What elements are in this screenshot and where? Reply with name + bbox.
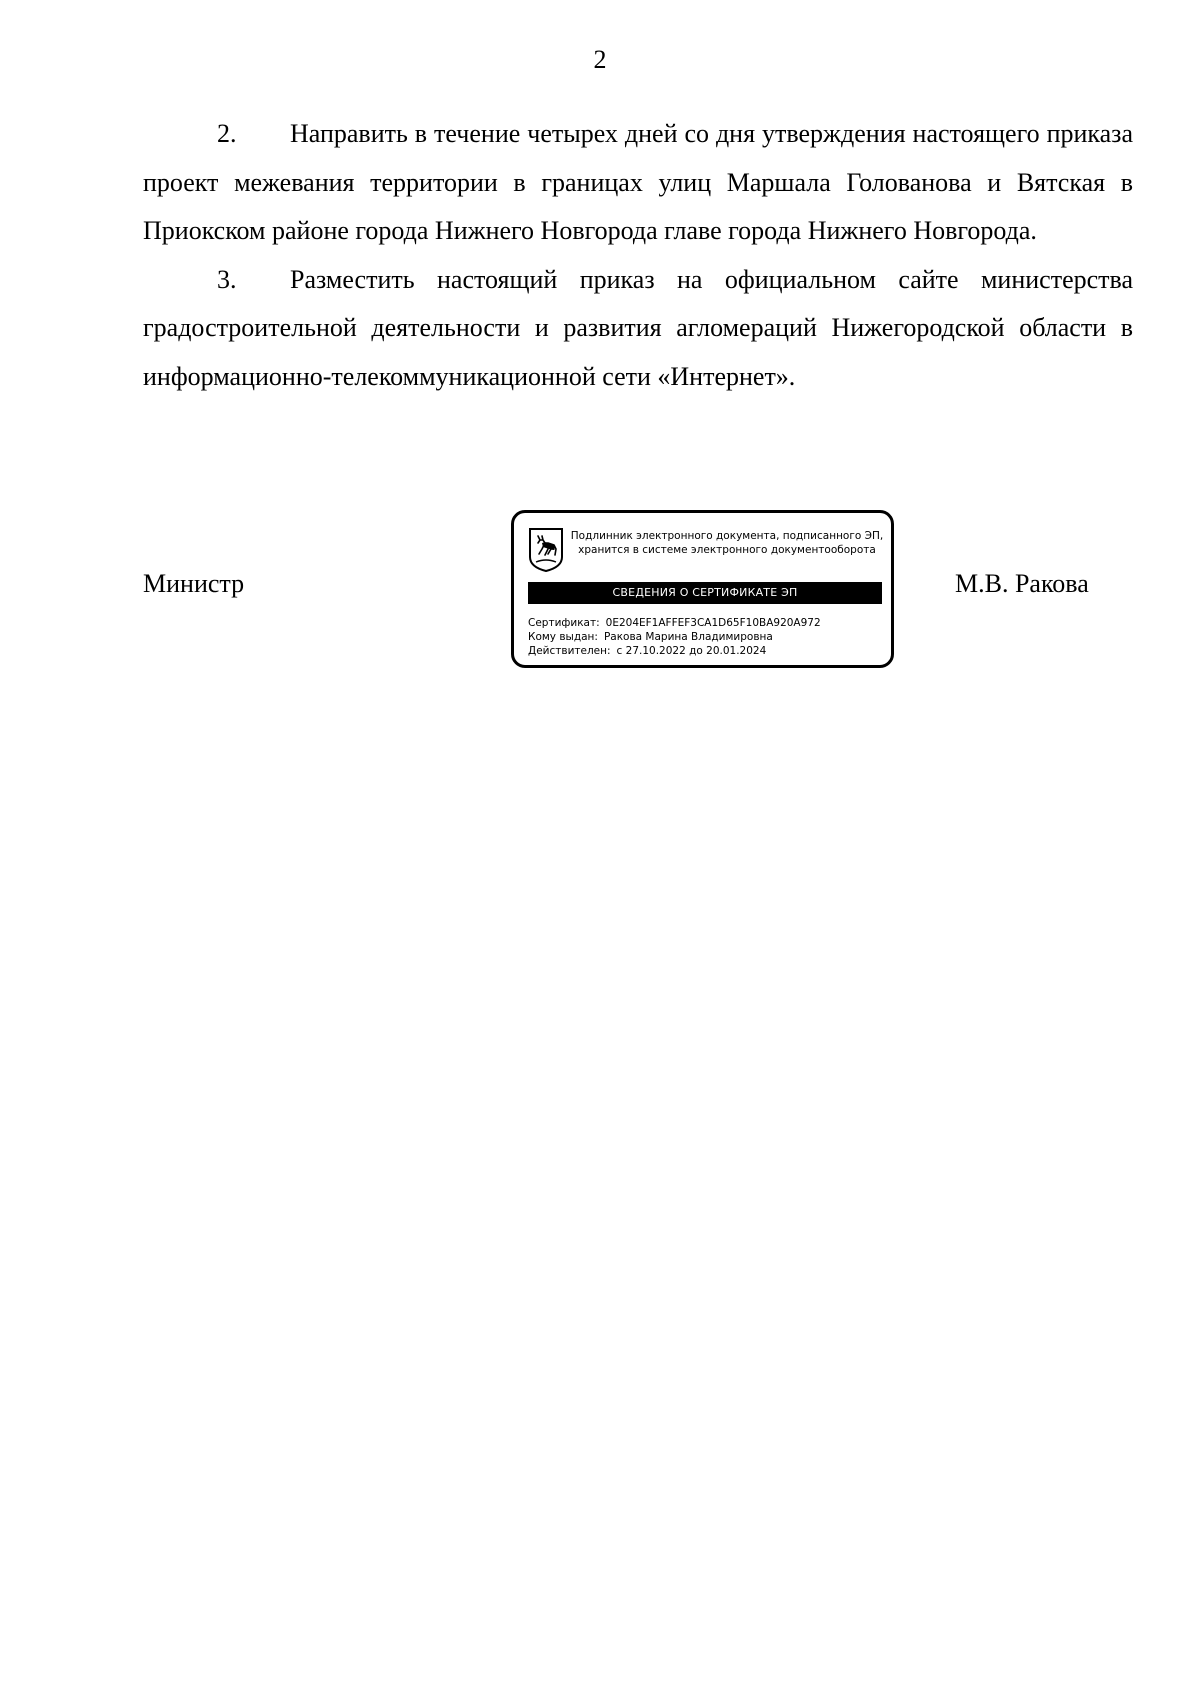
certificate-row [528,616,821,630]
issued-to-label: Кому выдан: [528,631,598,643]
paragraph-text: Направить в течение четырех дней со дня утверждения настоящего приказа проект межевания территории в границах улиц Маршала Голованова и Вятская в Приокском районе города Нижнего Новгорода главе города Нижнего Новгорода. [143,119,1133,245]
signer-position: Министр [143,569,245,598]
deer-coat-of-arms-icon [528,527,564,573]
valid-row [528,644,821,658]
page-number: 2 [593,45,607,74]
certificate-label: Сертификат: [528,617,600,629]
stamp-certificate-bar: СВЕДЕНИЯ О СЕРТИФИКАТЕ ЭП [528,582,882,604]
paragraph-number: 3. [217,264,237,294]
paragraph-item [143,256,1133,402]
issued-to-row [528,630,821,644]
electronic-signature-stamp [511,510,894,668]
signer-name: М.В. Ракова [955,569,1089,598]
stamp-header-line: Подлинник электронного документа, подписанного ЭП, [570,530,884,542]
paragraph-item [143,110,1133,256]
paragraph-text: Разместить настоящий приказ на официальном сайте министерства градостроительной деятельности и развития агломераций Нижегородской области в информационно-телекоммуникационной сети «Интернет». [143,264,1133,391]
certificate-value: 0E204EF1AFFEF3CA1D65F10BA920A972 [605,617,821,629]
valid-value: с 27.10.2022 до 20.01.2024 [616,645,767,657]
stamp-certificate-details [528,616,821,658]
paragraph-number: 2. [217,119,237,148]
valid-label: Действителен: [528,645,611,657]
stamp-header-line: хранится в системе электронного документооборота [578,544,876,556]
stamp-header [569,529,885,557]
document-body [143,110,1133,401]
issued-to-value: Ракова Марина Владимировна [603,631,773,643]
